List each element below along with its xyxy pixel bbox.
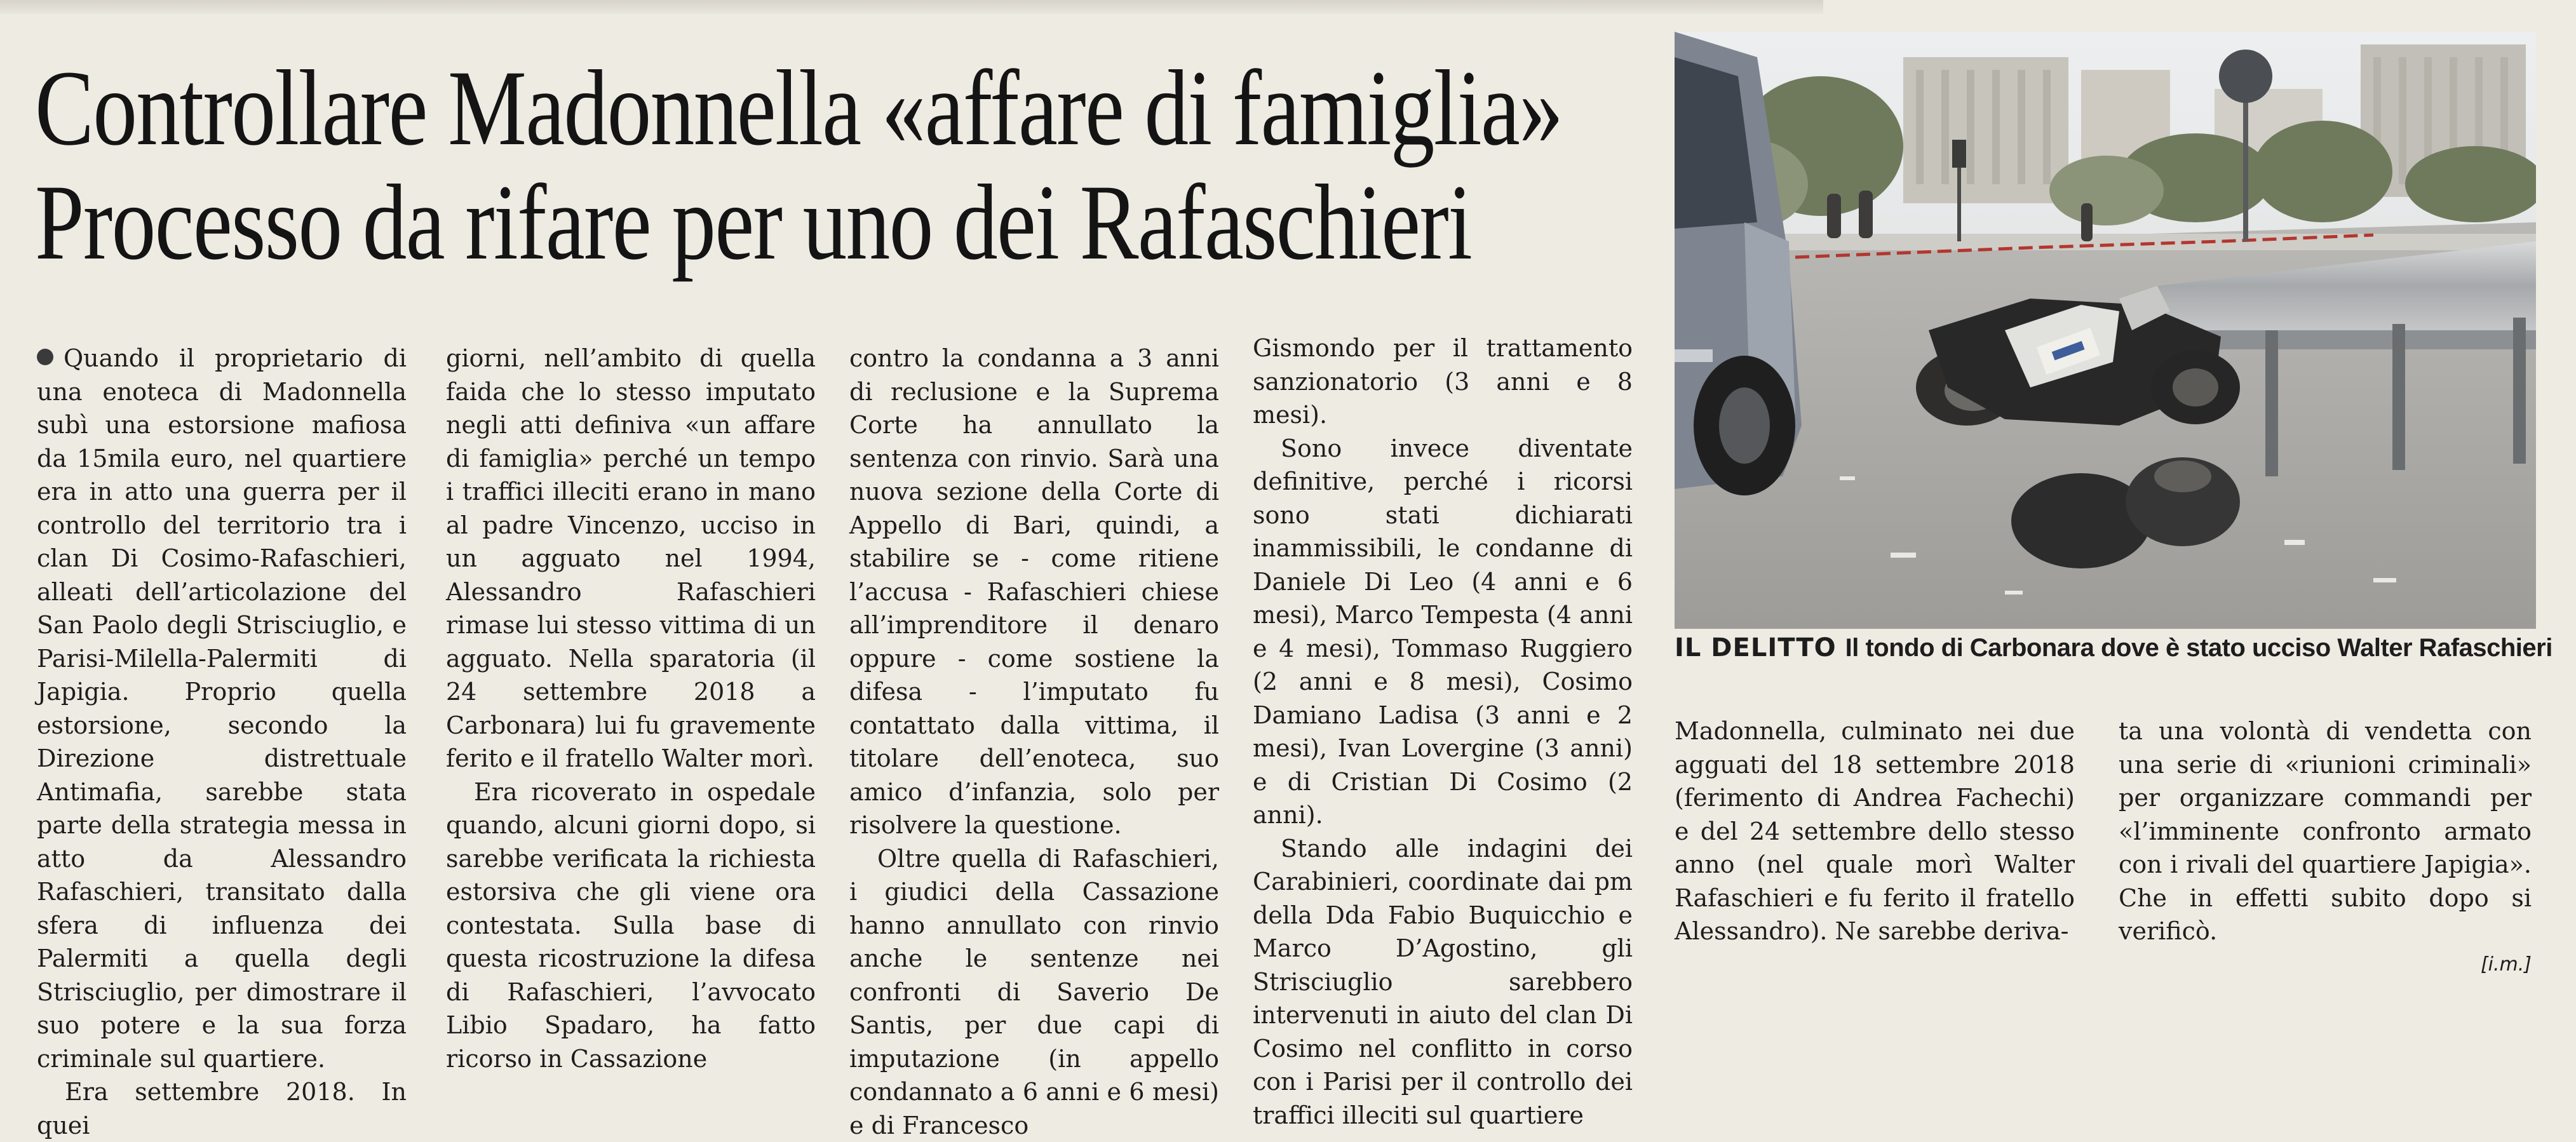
article-paragraph: Sono invece diventate definitive, perché i ricorsi sono stati dichiarati inammissibili, le condanne di Daniele Di Leo (4 anni e 6 mesi), Marco Tempesta (4 anni e 4 mesi), Tommaso Ruggiero (2 anni e 8 mesi), Cosimo Damiano Ladisa (3 anni e 2 mesi), Ivan Lovergine (3 anni) e di Cristian Di Cosimo (2 anni). xyxy=(1253,432,1633,832)
headline-line-1: Controllare Madonnella «affare di famiglia» xyxy=(35,52,1368,164)
article-column-1 xyxy=(37,342,407,1142)
crime-scene-photo xyxy=(1675,32,2536,629)
top-rule xyxy=(0,0,1823,14)
article-column-4 xyxy=(1253,332,1633,1132)
article-column-5 xyxy=(1675,715,2075,948)
article-paragraph: Oltre quella di Rafaschieri, i giudici della Cassazione hanno annullato con rinvio anche le sentenze nei confronti di Saverio De Santis, per due capi di imputazione (in appello condannato a 6 anni e 6 mesi) e di Francesco xyxy=(849,842,1219,1142)
article-paragraph: Era ricoverato in ospedale quando, alcuni giorni dopo, si sarebbe verificata la richiesta estorsiva che gli viene ora contestata. Sulla base di questa ricostruzione la difesa di Rafaschieri, l’avvocato Libio Spadaro, ha fatto ricorso in Cassazione xyxy=(446,776,816,1076)
author-signature: [i.m.] xyxy=(2119,948,2532,982)
article-paragraph: giorni, nell’ambito di quella faida che lo stesso imputato negli atti definiva «un affare di famiglia» perché un tempo i traffici illeciti erano in mano al padre Vincenzo, ucciso in un agguato nel 1994, Alessandro Rafaschieri rimase lui stesso vittima di un agguato. Nella sparatoria (il 24 settembre 2018 a Carbonara) lui fu gravemente ferito e il fratello Walter morì. xyxy=(446,342,816,776)
article-paragraph: Era settembre 2018. In quei xyxy=(37,1075,407,1142)
article-paragraph xyxy=(37,342,407,1075)
article-paragraph: Madonnella, culminato nei due agguati del 18 settembre 2018 (ferimento di Andrea Fachechi) e del 24 settembre dello stesso anno (nel quale morì Walter Rafaschieri e fu ferito il fratello Alessandro). Ne sarebbe deriva- xyxy=(1675,715,2075,948)
caption-kicker: IL DELITTO xyxy=(1675,633,1837,662)
bullet-icon xyxy=(37,349,53,365)
article-paragraph: Gismondo per il trattamento sanzionatorio (3 anni e 8 mesi). xyxy=(1253,332,1633,432)
photo-caption xyxy=(1675,629,2536,667)
article-paragraph: ta una volontà di vendetta con una serie di «riunioni criminali» per organizzare commandi per «l’imminente confronto armato con i rivali del quartiere Japigia». Che in effetti subito dopo si verificò. xyxy=(2119,715,2532,948)
article-paragraph: contro la condanna a 3 anni di reclusione e la Suprema Corte ha annullato la sentenza con rinvio. Sarà una nuova sezione della Corte di Appello di Bari, quindi, a stabilire se - come ritiene l’accusa - Rafaschieri chiese all’imprenditore il denaro oppure - come sostiene la difesa - l’imputato fu contattato dalla vittima, il titolare dell’enoteca, suo amico d’infanzia, solo per risolvere la questione. xyxy=(849,342,1219,842)
article-column-6 xyxy=(2119,715,2532,981)
headline-line-2: Processo da rifare per uno dei Rafaschieri xyxy=(35,166,1368,278)
article-paragraph-text: Quando il proprietario di una enoteca di Madonnella subì una estorsione mafiosa da 15mila euro, nel quartiere era in atto una guerra per il controllo del territorio tra i clan Di Cosimo-Rafaschieri, alleati dell’articolazione del San Paolo degli Strisciuglio, e Parisi-Milella-Palermiti di Japigia. Proprio quella estorsione, secondo la Direzione distrettuale Antimafia, sarebbe stata parte della strategia messa in atto da Alessandro Rafaschieri, transitato dalla sfera di influenza dei Palermiti a quella degli Strisciuglio, per dimostrare il suo potere e la sua forza criminale sul quartiere. xyxy=(37,344,407,1073)
article-column-2 xyxy=(446,342,816,1075)
article-paragraph: Stando alle indagini dei Carabinieri, coordinate dai pm della Dda Fabio Buquicchio e Marco D’Agostino, gli Strisciuglio sarebbero intervenuti in aiuto del clan Di Cosimo nel conflitto in corso con i Parisi per il controllo dei traffici illeciti sul quartiere xyxy=(1253,832,1633,1132)
crime-scene-image xyxy=(1675,32,2536,629)
caption-text: Il tondo di Carbonara dove è stato ucciso Walter Rafaschieri xyxy=(1845,634,2552,662)
article-column-3 xyxy=(849,342,1219,1142)
